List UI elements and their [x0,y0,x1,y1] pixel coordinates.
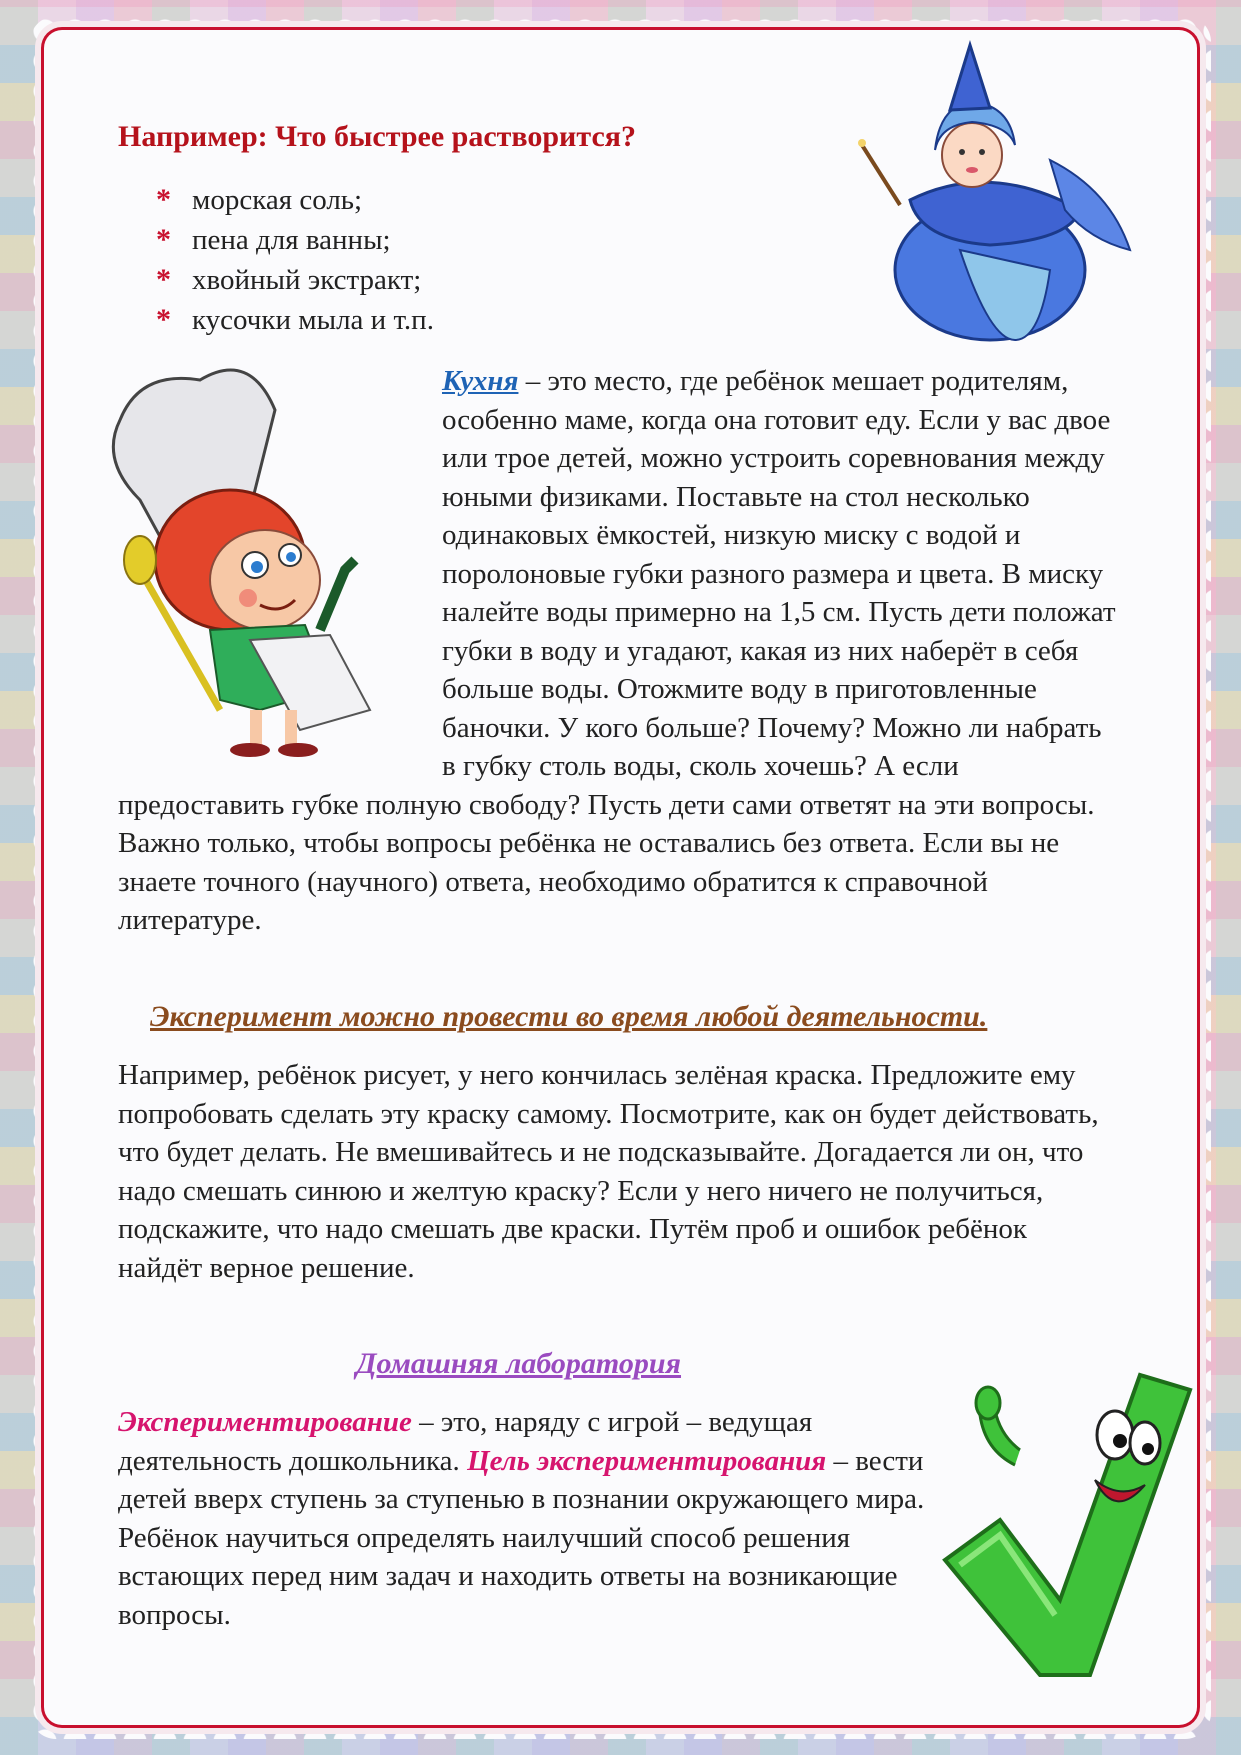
kitchen-keyword: Кухня [442,365,519,397]
heading-example: Например: Что быстрее растворится? [118,120,636,153]
list-item: * морская соль; [156,180,434,220]
bullet-list [156,180,434,340]
list-item: * кусочки мыла и т.п. [156,300,434,340]
heading-lab: Домашняя лаборатория [356,1347,682,1380]
kitchen-paragraph: Кухня – это место, где ребёнок мешает родителям, особенно маме, когда она готовит еду. Если у вас двое или трое детей, можно устроить соревнования между юными физиками. Поставьте на стол несколько одинаковых ёмкостей, низкую миску с водой и поролоновые губки разного размера и цвета. В миску налейте воды примерно на 1,5 см. Пусть дети положат губки в воду и угадают, какая из них наберёт в себя больше воды. Отожмите воду в приготовленные баночки. У кого больше? Почему? Можно ли набрать в губку столь воды, сколь хочешь? А если предоставить губке полную свободу? Пусть дети сами ответят на эти вопросы. Важно только, чтобы вопросы ребёнка не оставались без ответа. Если вы не знаете точного (научного) ответа, необходимо обратится к справочной литературе. [118,365,1116,936]
asterisk-bullet-icon: * [156,303,171,336]
goal-keyword: Цель экспериментирования [467,1444,827,1477]
kitchen-section [118,362,1118,940]
asterisk-bullet-icon: * [156,223,171,256]
experimenting-keyword: Экспериментирование [118,1406,412,1438]
list-item: * пена для ванны; [156,220,434,260]
lab-paragraph: Экспериментирование – это, наряду с игрой – ведущая деятельность дошкольника. Цель экспериментирования – вести детей вверх ступень за ступенью в познании окружающего мира. Ребёнок научиться определять наилучший способ решения встающих перед ним задач и находить ответы на возникающие вопросы. [118,1406,925,1631]
checkmark-character-illustration [940,1355,1195,1690]
fairy-illustration [840,40,1140,350]
heading-experiment: Эксперимент можно провести во время любой деятельности. [150,1000,988,1033]
paint-paragraph: Например, ребёнок рисует, у него кончилась зелёная краска. Предложите ему попробовать сделать эту краску самому. Посмотрите, как он будет действовать, что будет делать. Не вмешивайтесь и не подсказывайте. Догадается ли он, что надо смешать синюю и желтую краску? Если у него ничего не получиться, подскажите, что надо смешать две краски. Путём проб и ошибок ребёнок найдёт верное решение. [118,1059,1099,1284]
list-item: * хвойный экстракт; [156,260,434,300]
asterisk-bullet-icon: * [156,263,171,296]
asterisk-bullet-icon: * [156,183,171,216]
